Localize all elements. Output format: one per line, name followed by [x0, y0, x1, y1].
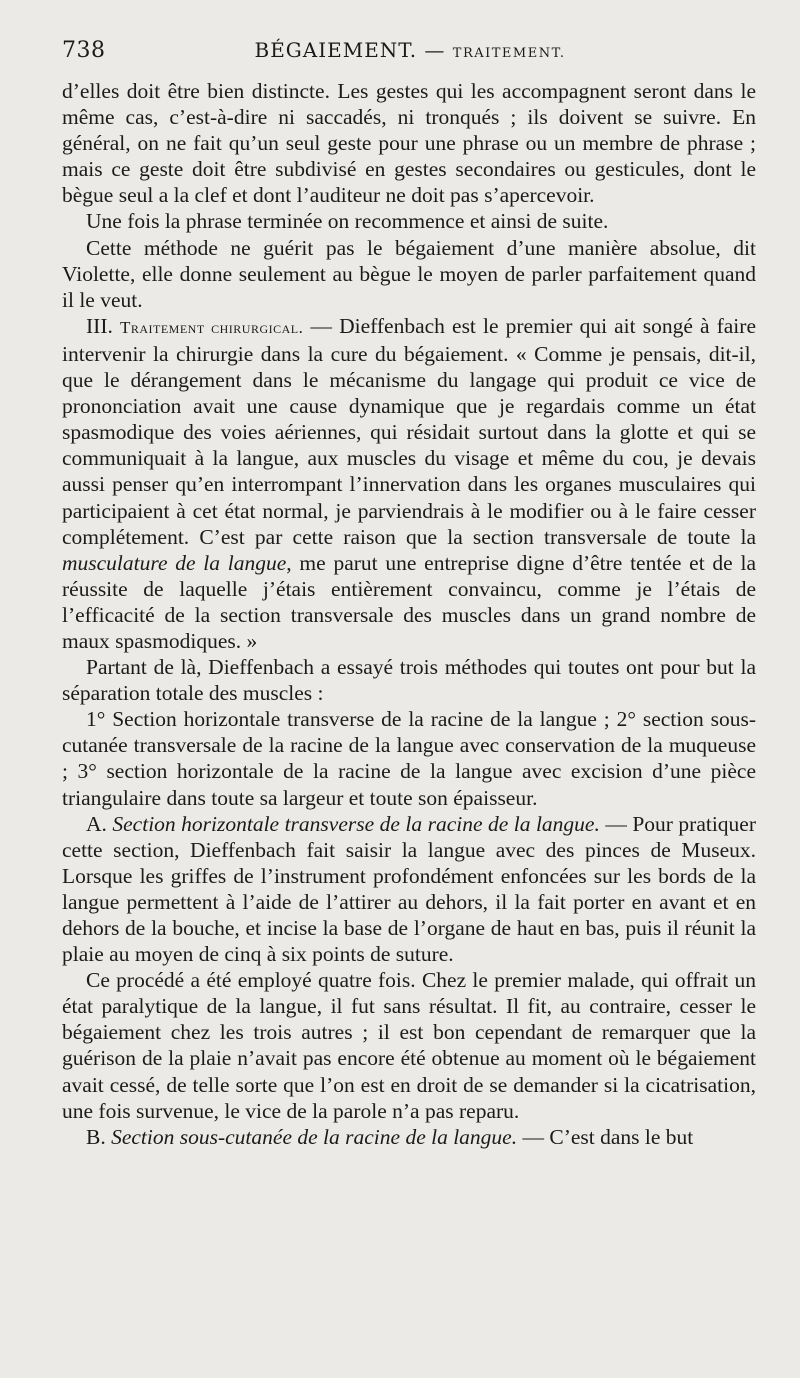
paragraph-method-a — [62, 811, 756, 968]
method-b-label: B. — [86, 1124, 112, 1149]
running-title-main: BÉGAIEMENT. — [254, 38, 418, 62]
method-b-heading: Section sous-cutanée de la racine de la langue. — [111, 1124, 518, 1149]
method-a-text: — Pour pratiquer cette section, Dieffenbach fait saisir la langue avec des pinces de Museux. Lorsque les griffes de l’instrument profondément enfoncées sur les bords de la langue permettent à l’aide de l’attirer au dehors, il la fait porter en avant et en dehors de la bouche, et incise la base de l’organe de haut en bas, puis il réunit la plaie au moyen de cinq à six points de suture. — [62, 811, 757, 967]
surgical-text-a: — Dieffenbach est le premier qui ait songé à faire intervenir la chirurgie dans la cure du bégaiement. « Comme je pensais, dit-il, que le dérangement dans le mécanisme du langage qui produit ce vice de prononciation avait une cause dynamique que je regardais comme un état spasmodique des voies aériennes, qui résidait surtout dans la glotte et qui se communiquait à la langue, aux muscles du visage et même du cou, je devais aussi penser qu’en interrompant l’innervation dans les organes musculaires qui participaient à cet état normal, je parviendrais à le modifier ou à le faire cesser complétement. C’est par cette raison que la section transversale de toute la — [62, 313, 756, 549]
running-title-sub: TRAITEMENT. — [452, 46, 566, 61]
paragraph-surgical-treatment — [62, 313, 756, 654]
method-a-label: A. — [86, 811, 113, 836]
running-title — [62, 38, 758, 62]
section-number: III. — [86, 313, 120, 338]
page-number: 738 — [62, 38, 106, 63]
method-b-text: — C’est dans le but — [517, 1124, 694, 1149]
paragraph-three-methods: Partant de là, Dieffenbach a essayé trois méthodes qui toutes ont pour but la séparation totale des muscles : — [62, 655, 756, 706]
paragraph-violette: Cette méthode ne guérit pas le bégaiement d’une manière absolue, dit Violette, elle donne seulement au bègue le moyen de parler parfaitement quand il le veut. — [62, 235, 756, 312]
paragraph-repeat: Une fois la phrase terminée on recommence et ainsi de suite. — [86, 209, 609, 234]
running-header — [62, 38, 758, 68]
section-heading: Traitement chirurgical. — [119, 317, 304, 337]
method-a-heading: Section horizontale transverse de la racine de la langue. — [112, 811, 600, 836]
body-text — [62, 78, 756, 1150]
running-title-dash: — — [417, 38, 453, 62]
paragraph-results: Ce procédé a été employé quatre fois. Chez le premier malade, qui offrait un état paralytique de la langue, il fut sans résultat. Il fit, au contraire, cesser le bégaiement chez les trois autres ; il est bon cependant de remarquer que la guérison de la plaie n’avait pas encore été obtenue au moment où le bégaiement avait cessé, de telle sorte que l’on est en droit de se demander si la cicatrisation, une fois survenue, le vice de la parole n’a pas reparu. — [62, 968, 756, 1123]
surgical-text-b: , me parut une entreprise digne d’être tentée et de la réussite de laquelle j’étais entièrement convaincu, comme je l’étais de l’efficacité de la section transversale des muscles dans un grand nombre de maux spasmodiques. » — [62, 550, 756, 653]
paragraph-continuation: d’elles doit être bien distincte. Les gestes qui les accompagnent seront dans le même cas, c’est-à-dire ni saccadés, ni tronqués ; ils doivent se suivre. En général, on ne fait qu’un seul geste pour une phrase ou un membre de phrase ; mais ce geste doit être subdivisé en gestes secondaires ou gesticules, dont le bègue seul a la clef et dont l’auditeur ne doit pas s’apercevoir. — [62, 79, 756, 208]
paragraph-method-list: 1° Section horizontale transverse de la racine de la langue ; 2° section sous-cutanée transversale de la racine de la langue avec conservation de la muqueuse ; 3° section horizontale de la racine de la langue avec excision d’une pièce triangulaire dans toute sa largeur et toute son épaisseur. — [62, 707, 756, 810]
surgical-italic: musculature de la langue — [62, 550, 287, 575]
paragraph-method-b — [62, 1124, 756, 1150]
